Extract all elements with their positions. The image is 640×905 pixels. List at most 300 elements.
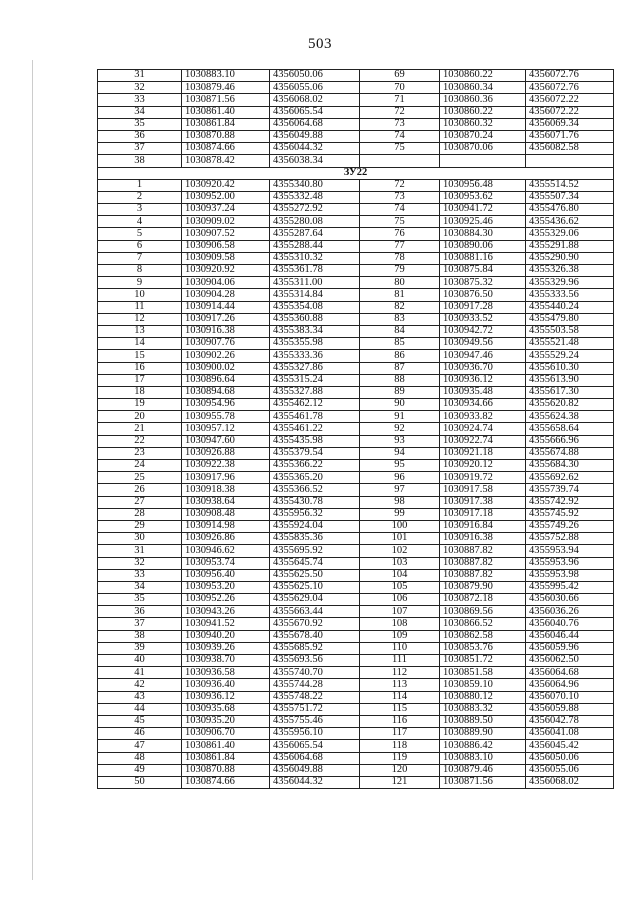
x-coordinate-cell: 1030889.90 — [440, 728, 526, 740]
y-coordinate-cell: 4355740.70 — [270, 667, 360, 679]
x-coordinate-cell: 1030917.58 — [440, 484, 526, 496]
point-number-cell: 71 — [360, 94, 440, 106]
x-coordinate-cell: 1030879.46 — [440, 764, 526, 776]
y-coordinate-cell: 4356082.58 — [526, 143, 614, 155]
x-coordinate-cell: 1030952.26 — [182, 594, 270, 606]
y-coordinate-cell: 4355507.34 — [526, 191, 614, 203]
table-row — [98, 776, 614, 788]
y-coordinate-cell: 4355956.10 — [270, 728, 360, 740]
y-coordinate-cell: 4355327.88 — [270, 386, 360, 398]
x-coordinate-cell: 1030936.40 — [182, 679, 270, 691]
x-coordinate-cell: 1030861.40 — [182, 740, 270, 752]
x-coordinate-cell: 1030952.00 — [182, 191, 270, 203]
x-coordinate-cell: 1030883.32 — [440, 703, 526, 715]
x-coordinate-cell: 1030954.96 — [182, 399, 270, 411]
section-label: ЗУ22 — [98, 167, 614, 179]
table-row — [98, 764, 614, 776]
y-coordinate-cell: 4355684.30 — [526, 460, 614, 472]
x-coordinate-cell: 1030904.06 — [182, 277, 270, 289]
y-coordinate-cell: 4355360.88 — [270, 313, 360, 325]
x-coordinate-cell: 1030924.74 — [440, 423, 526, 435]
x-coordinate-cell — [440, 155, 526, 167]
x-coordinate-cell: 1030953.62 — [440, 191, 526, 203]
y-coordinate-cell: 4356042.78 — [526, 715, 614, 727]
point-number-cell: 10 — [98, 289, 182, 301]
table-row — [98, 94, 614, 106]
y-coordinate-cell: 4355748.22 — [270, 691, 360, 703]
x-coordinate-cell: 1030874.66 — [182, 776, 270, 788]
point-number-cell: 77 — [360, 240, 440, 252]
y-coordinate-cell: 4355355.98 — [270, 338, 360, 350]
y-coordinate-cell: 4355624.38 — [526, 411, 614, 423]
point-number-cell: 29 — [98, 520, 182, 532]
point-number-cell: 72 — [360, 179, 440, 191]
x-coordinate-cell: 1030883.10 — [440, 752, 526, 764]
x-coordinate-cell: 1030919.72 — [440, 472, 526, 484]
y-coordinate-cell: 4356030.66 — [526, 594, 614, 606]
point-number-cell: 6 — [98, 240, 182, 252]
table-row — [98, 472, 614, 484]
point-number-cell: 73 — [360, 191, 440, 203]
point-number-cell: 14 — [98, 338, 182, 350]
point-number-cell: 36 — [98, 606, 182, 618]
y-coordinate-cell: 4356059.88 — [526, 703, 614, 715]
point-number-cell: 42 — [98, 679, 182, 691]
y-coordinate-cell: 4355739.74 — [526, 484, 614, 496]
x-coordinate-cell: 1030937.24 — [182, 204, 270, 216]
x-coordinate-cell: 1030922.74 — [440, 435, 526, 447]
table-row — [98, 703, 614, 715]
table-row — [98, 533, 614, 545]
y-coordinate-cell: 4355280.08 — [270, 216, 360, 228]
table-row — [98, 386, 614, 398]
y-coordinate-cell: 4355744.28 — [270, 679, 360, 691]
point-number-cell: 91 — [360, 411, 440, 423]
point-number-cell: 21 — [98, 423, 182, 435]
point-number-cell: 47 — [98, 740, 182, 752]
x-coordinate-cell: 1030870.24 — [440, 130, 526, 142]
table-row — [98, 411, 614, 423]
point-number-cell: 88 — [360, 374, 440, 386]
x-coordinate-cell: 1030916.38 — [182, 325, 270, 337]
x-coordinate-cell: 1030890.06 — [440, 240, 526, 252]
x-coordinate-cell: 1030904.28 — [182, 289, 270, 301]
y-coordinate-cell: 4356072.22 — [526, 106, 614, 118]
point-number-cell: 120 — [360, 764, 440, 776]
y-coordinate-cell: 4355332.48 — [270, 191, 360, 203]
x-coordinate-cell: 1030875.32 — [440, 277, 526, 289]
y-coordinate-cell: 4355311.00 — [270, 277, 360, 289]
point-number-cell: 46 — [98, 728, 182, 740]
x-coordinate-cell: 1030936.12 — [440, 374, 526, 386]
x-coordinate-cell: 1030887.82 — [440, 569, 526, 581]
point-number-cell: 121 — [360, 776, 440, 788]
y-coordinate-cell: 4355953.94 — [526, 545, 614, 557]
y-coordinate-cell: 4356040.76 — [526, 618, 614, 630]
x-coordinate-cell: 1030917.38 — [440, 496, 526, 508]
point-number-cell: 107 — [360, 606, 440, 618]
x-coordinate-cell: 1030926.86 — [182, 533, 270, 545]
table-row — [98, 362, 614, 374]
x-coordinate-cell: 1030879.46 — [182, 82, 270, 94]
point-number-cell: 78 — [360, 252, 440, 264]
point-number-cell: 31 — [98, 545, 182, 557]
table-row — [98, 252, 614, 264]
table-row — [98, 557, 614, 569]
point-number-cell: 92 — [360, 423, 440, 435]
table-row — [98, 82, 614, 94]
point-number-cell: 27 — [98, 496, 182, 508]
point-number-cell: 87 — [360, 362, 440, 374]
point-number-cell: 74 — [360, 130, 440, 142]
y-coordinate-cell: 4355461.22 — [270, 423, 360, 435]
y-coordinate-cell: 4355674.88 — [526, 447, 614, 459]
point-number-cell: 32 — [98, 557, 182, 569]
point-number-cell: 113 — [360, 679, 440, 691]
y-coordinate-cell: 4355310.32 — [270, 252, 360, 264]
y-coordinate-cell: 4355610.30 — [526, 362, 614, 374]
point-number-cell: 103 — [360, 557, 440, 569]
x-coordinate-cell: 1030920.92 — [182, 265, 270, 277]
y-coordinate-cell: 4355692.62 — [526, 472, 614, 484]
point-number-cell: 4 — [98, 216, 182, 228]
x-coordinate-cell: 1030956.48 — [440, 179, 526, 191]
point-number-cell: 48 — [98, 752, 182, 764]
table-row — [98, 715, 614, 727]
y-coordinate-cell: 4355503.58 — [526, 325, 614, 337]
x-coordinate-cell: 1030935.48 — [440, 386, 526, 398]
x-coordinate-cell: 1030871.56 — [182, 94, 270, 106]
point-number-cell: 33 — [98, 94, 182, 106]
point-number-cell: 90 — [360, 399, 440, 411]
point-number-cell: 33 — [98, 569, 182, 581]
y-coordinate-cell — [526, 155, 614, 167]
table-row — [98, 667, 614, 679]
point-number-cell: 111 — [360, 655, 440, 667]
y-coordinate-cell: 4355476.80 — [526, 204, 614, 216]
y-coordinate-cell: 4356049.88 — [270, 764, 360, 776]
page-margin-rule — [32, 60, 33, 880]
point-number-cell: 40 — [98, 655, 182, 667]
point-number-cell: 44 — [98, 703, 182, 715]
x-coordinate-cell: 1030861.84 — [182, 752, 270, 764]
point-number-cell: 82 — [360, 301, 440, 313]
y-coordinate-cell: 4356072.22 — [526, 94, 614, 106]
x-coordinate-cell: 1030946.62 — [182, 545, 270, 557]
y-coordinate-cell: 4355436.62 — [526, 216, 614, 228]
x-coordinate-cell: 1030876.50 — [440, 289, 526, 301]
x-coordinate-cell: 1030851.72 — [440, 655, 526, 667]
y-coordinate-cell: 4356070.10 — [526, 691, 614, 703]
y-coordinate-cell: 4356064.68 — [526, 667, 614, 679]
x-coordinate-cell: 1030917.26 — [182, 313, 270, 325]
y-coordinate-cell: 4355327.86 — [270, 362, 360, 374]
y-coordinate-cell: 4355479.80 — [526, 313, 614, 325]
point-number-cell: 20 — [98, 411, 182, 423]
y-coordinate-cell: 4356044.32 — [270, 143, 360, 155]
point-number-cell: 50 — [98, 776, 182, 788]
y-coordinate-cell: 4356044.32 — [270, 776, 360, 788]
point-number-cell: 119 — [360, 752, 440, 764]
y-coordinate-cell: 4355435.98 — [270, 435, 360, 447]
y-coordinate-cell: 4355749.26 — [526, 520, 614, 532]
y-coordinate-cell: 4355430.78 — [270, 496, 360, 508]
x-coordinate-cell: 1030909.58 — [182, 252, 270, 264]
table-row — [98, 728, 614, 740]
x-coordinate-cell: 1030953.20 — [182, 581, 270, 593]
table-row — [98, 691, 614, 703]
x-coordinate-cell: 1030953.74 — [182, 557, 270, 569]
x-coordinate-cell: 1030859.10 — [440, 679, 526, 691]
y-coordinate-cell: 4356071.76 — [526, 130, 614, 142]
x-coordinate-cell: 1030925.46 — [440, 216, 526, 228]
y-coordinate-cell: 4356059.96 — [526, 642, 614, 654]
point-number-cell: 37 — [98, 143, 182, 155]
x-coordinate-cell: 1030947.46 — [440, 350, 526, 362]
y-coordinate-cell: 4355658.64 — [526, 423, 614, 435]
y-coordinate-cell: 4356041.08 — [526, 728, 614, 740]
table-row — [98, 277, 614, 289]
table-row — [98, 204, 614, 216]
x-coordinate-cell: 1030902.26 — [182, 350, 270, 362]
x-coordinate-cell: 1030860.32 — [440, 118, 526, 130]
table-row — [98, 496, 614, 508]
y-coordinate-cell: 4355329.96 — [526, 277, 614, 289]
x-coordinate-cell: 1030938.64 — [182, 496, 270, 508]
x-coordinate-cell: 1030936.70 — [440, 362, 526, 374]
y-coordinate-cell: 4355365.20 — [270, 472, 360, 484]
point-number-cell: 98 — [360, 496, 440, 508]
point-number-cell: 84 — [360, 325, 440, 337]
y-coordinate-cell: 4355272.92 — [270, 204, 360, 216]
point-number-cell: 13 — [98, 325, 182, 337]
x-coordinate-cell: 1030860.34 — [440, 82, 526, 94]
x-coordinate-cell: 1030851.58 — [440, 667, 526, 679]
point-number-cell: 70 — [360, 82, 440, 94]
y-coordinate-cell: 4355366.22 — [270, 460, 360, 472]
x-coordinate-cell: 1030886.42 — [440, 740, 526, 752]
coordinates-table — [97, 69, 614, 789]
y-coordinate-cell: 4355326.38 — [526, 265, 614, 277]
y-coordinate-cell: 4355383.34 — [270, 325, 360, 337]
x-coordinate-cell: 1030914.44 — [182, 301, 270, 313]
table-row — [98, 130, 614, 142]
point-number-cell: 8 — [98, 265, 182, 277]
table-row — [98, 484, 614, 496]
x-coordinate-cell: 1030917.96 — [182, 472, 270, 484]
x-coordinate-cell: 1030922.38 — [182, 460, 270, 472]
x-coordinate-cell: 1030871.56 — [440, 776, 526, 788]
y-coordinate-cell: 4356064.68 — [270, 752, 360, 764]
section-header-row — [98, 167, 614, 179]
point-number-cell: 37 — [98, 618, 182, 630]
x-coordinate-cell: 1030936.12 — [182, 691, 270, 703]
x-coordinate-cell: 1030949.56 — [440, 338, 526, 350]
point-number-cell: 115 — [360, 703, 440, 715]
x-coordinate-cell: 1030933.52 — [440, 313, 526, 325]
point-number-cell: 89 — [360, 386, 440, 398]
x-coordinate-cell: 1030934.66 — [440, 399, 526, 411]
x-coordinate-cell: 1030933.82 — [440, 411, 526, 423]
y-coordinate-cell: 4355521.48 — [526, 338, 614, 350]
point-number-cell: 116 — [360, 715, 440, 727]
table-row — [98, 325, 614, 337]
y-coordinate-cell: 4355290.90 — [526, 252, 614, 264]
table-row — [98, 655, 614, 667]
y-coordinate-cell: 4355440.24 — [526, 301, 614, 313]
point-number-cell: 74 — [360, 204, 440, 216]
table-row — [98, 679, 614, 691]
point-number-cell: 81 — [360, 289, 440, 301]
y-coordinate-cell: 4356036.26 — [526, 606, 614, 618]
y-coordinate-cell: 4356065.54 — [270, 740, 360, 752]
x-coordinate-cell: 1030909.02 — [182, 216, 270, 228]
x-coordinate-cell: 1030896.64 — [182, 374, 270, 386]
x-coordinate-cell: 1030870.06 — [440, 143, 526, 155]
x-coordinate-cell: 1030861.84 — [182, 118, 270, 130]
x-coordinate-cell: 1030907.76 — [182, 338, 270, 350]
point-number-cell: 96 — [360, 472, 440, 484]
point-number-cell: 7 — [98, 252, 182, 264]
table-row — [98, 265, 614, 277]
table-row — [98, 569, 614, 581]
x-coordinate-cell: 1030914.98 — [182, 520, 270, 532]
point-number-cell: 12 — [98, 313, 182, 325]
table-row — [98, 143, 614, 155]
point-number-cell: 109 — [360, 630, 440, 642]
x-coordinate-cell: 1030853.76 — [440, 642, 526, 654]
x-coordinate-cell: 1030880.12 — [440, 691, 526, 703]
point-number-cell: 72 — [360, 106, 440, 118]
y-coordinate-cell: 4355751.72 — [270, 703, 360, 715]
table-row — [98, 155, 614, 167]
y-coordinate-cell: 4355625.10 — [270, 581, 360, 593]
y-coordinate-cell: 4355663.44 — [270, 606, 360, 618]
y-coordinate-cell: 4356050.06 — [270, 70, 360, 82]
table-row — [98, 581, 614, 593]
y-coordinate-cell: 4356072.76 — [526, 82, 614, 94]
x-coordinate-cell: 1030957.12 — [182, 423, 270, 435]
coordinates-block-2 — [98, 179, 614, 788]
point-number-cell: 94 — [360, 447, 440, 459]
x-coordinate-cell: 1030955.78 — [182, 411, 270, 423]
y-coordinate-cell: 4355666.96 — [526, 435, 614, 447]
x-coordinate-cell: 1030860.36 — [440, 94, 526, 106]
section-header-group — [98, 167, 614, 179]
point-number-cell: 25 — [98, 472, 182, 484]
x-coordinate-cell: 1030907.52 — [182, 228, 270, 240]
point-number-cell: 118 — [360, 740, 440, 752]
x-coordinate-cell: 1030861.40 — [182, 106, 270, 118]
table-row — [98, 520, 614, 532]
y-coordinate-cell: 4355514.52 — [526, 179, 614, 191]
table-row — [98, 228, 614, 240]
point-number-cell: 35 — [98, 118, 182, 130]
table-row — [98, 191, 614, 203]
x-coordinate-cell: 1030878.42 — [182, 155, 270, 167]
x-coordinate-cell: 1030869.56 — [440, 606, 526, 618]
y-coordinate-cell: 4355745.92 — [526, 508, 614, 520]
x-coordinate-cell: 1030906.70 — [182, 728, 270, 740]
point-number-cell: 11 — [98, 301, 182, 313]
y-coordinate-cell: 4355361.78 — [270, 265, 360, 277]
y-coordinate-cell: 4355678.40 — [270, 630, 360, 642]
y-coordinate-cell: 4355752.88 — [526, 533, 614, 545]
x-coordinate-cell: 1030916.38 — [440, 533, 526, 545]
table-row — [98, 374, 614, 386]
y-coordinate-cell: 4356055.06 — [270, 82, 360, 94]
x-coordinate-cell: 1030908.48 — [182, 508, 270, 520]
point-number-cell: 117 — [360, 728, 440, 740]
table-row — [98, 118, 614, 130]
y-coordinate-cell: 4355670.92 — [270, 618, 360, 630]
x-coordinate-cell: 1030926.88 — [182, 447, 270, 459]
point-number-cell — [360, 155, 440, 167]
point-number-cell: 114 — [360, 691, 440, 703]
y-coordinate-cell: 4355288.44 — [270, 240, 360, 252]
x-coordinate-cell: 1030947.60 — [182, 435, 270, 447]
y-coordinate-cell: 4355995.42 — [526, 581, 614, 593]
point-number-cell: 100 — [360, 520, 440, 532]
x-coordinate-cell: 1030941.52 — [182, 618, 270, 630]
table-row — [98, 70, 614, 82]
y-coordinate-cell: 4356046.44 — [526, 630, 614, 642]
point-number-cell: 35 — [98, 594, 182, 606]
x-coordinate-cell: 1030870.88 — [182, 130, 270, 142]
point-number-cell: 83 — [360, 313, 440, 325]
table-row — [98, 606, 614, 618]
y-coordinate-cell: 4356068.02 — [526, 776, 614, 788]
point-number-cell: 38 — [98, 155, 182, 167]
point-number-cell: 102 — [360, 545, 440, 557]
table-row — [98, 301, 614, 313]
x-coordinate-cell: 1030874.66 — [182, 143, 270, 155]
x-coordinate-cell: 1030894.68 — [182, 386, 270, 398]
point-number-cell: 19 — [98, 399, 182, 411]
x-coordinate-cell: 1030887.82 — [440, 545, 526, 557]
table-row — [98, 460, 614, 472]
y-coordinate-cell: 4355693.56 — [270, 655, 360, 667]
table-row — [98, 240, 614, 252]
table-row — [98, 350, 614, 362]
x-coordinate-cell: 1030879.90 — [440, 581, 526, 593]
y-coordinate-cell: 4355755.46 — [270, 715, 360, 727]
point-number-cell: 18 — [98, 386, 182, 398]
y-coordinate-cell: 4355617.30 — [526, 386, 614, 398]
table-row — [98, 313, 614, 325]
y-coordinate-cell: 4356045.42 — [526, 740, 614, 752]
y-coordinate-cell: 4356069.34 — [526, 118, 614, 130]
table-row — [98, 216, 614, 228]
x-coordinate-cell: 1030917.18 — [440, 508, 526, 520]
point-number-cell: 101 — [360, 533, 440, 545]
x-coordinate-cell: 1030866.52 — [440, 618, 526, 630]
y-coordinate-cell: 4356065.54 — [270, 106, 360, 118]
x-coordinate-cell: 1030884.30 — [440, 228, 526, 240]
y-coordinate-cell: 4356055.06 — [526, 764, 614, 776]
y-coordinate-cell: 4355333.36 — [270, 350, 360, 362]
x-coordinate-cell: 1030956.40 — [182, 569, 270, 581]
point-number-cell: 39 — [98, 642, 182, 654]
x-coordinate-cell: 1030935.20 — [182, 715, 270, 727]
x-coordinate-cell: 1030887.82 — [440, 557, 526, 569]
point-number-cell: 80 — [360, 277, 440, 289]
table-row — [98, 545, 614, 557]
y-coordinate-cell: 4355379.54 — [270, 447, 360, 459]
y-coordinate-cell: 4355953.98 — [526, 569, 614, 581]
y-coordinate-cell: 4356064.96 — [526, 679, 614, 691]
table-row — [98, 423, 614, 435]
